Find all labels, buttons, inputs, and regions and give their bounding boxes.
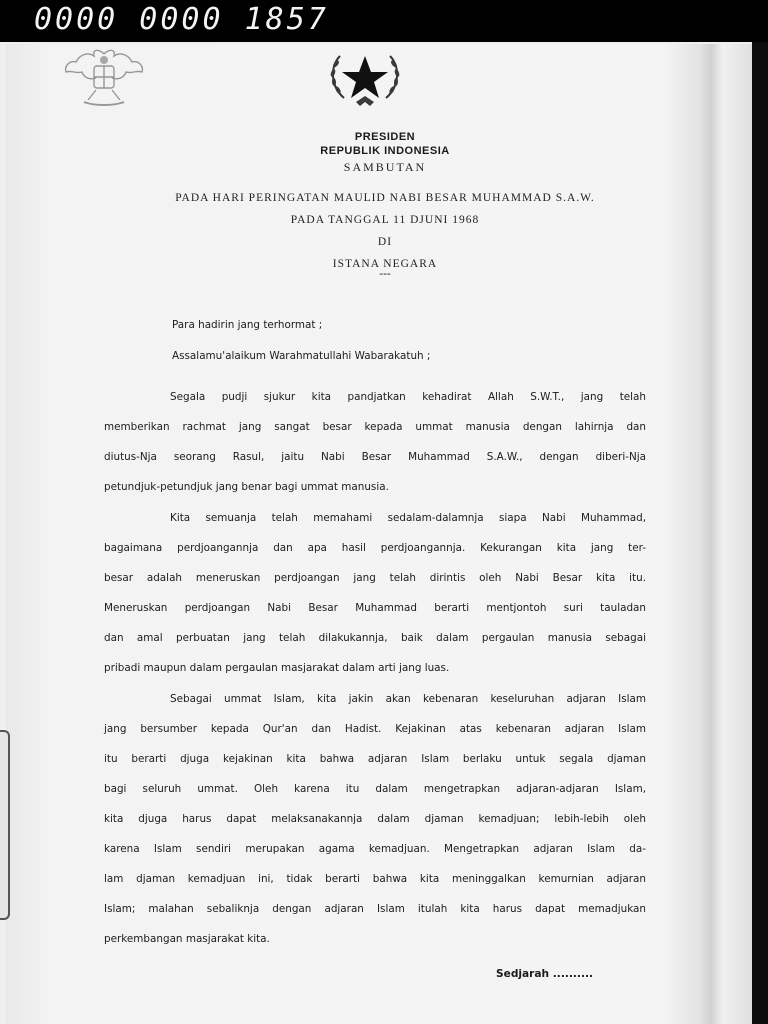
- scan-edge: [752, 42, 768, 1024]
- text-line: karena Islam sendiri merupakan agama kemadjuan. Mengetrapkan adjaran Islam da-: [104, 843, 646, 855]
- text-line: Islam; malahan sebaliknja dengan adjaran Islam itulah kita harus dapat memadjukan: [104, 903, 646, 915]
- film-strip-bar: [0, 0, 768, 46]
- text-line: pribadi maupun dalam pergaulan masjarakat dalam arti jang luas.: [104, 662, 450, 674]
- speech-body: [104, 310, 646, 954]
- text-line: perkembangan masjarakat kita.: [104, 933, 270, 945]
- text-line: Segala pudji sjukur kita pandjatkan kehadirat Allah S.W.T., jang telah: [170, 391, 646, 403]
- page-fold-shadow: [700, 44, 722, 1024]
- text-line: diutus-Nja seorang Rasul, jaitu Nabi Besar Muhammad S.A.W., dengan diberi-Nja: [104, 451, 646, 463]
- header-presiden: PRESIDEN: [354, 131, 416, 143]
- location-preposition: DI: [377, 236, 393, 248]
- location-line: ISTANA NEGARA: [332, 258, 438, 270]
- binder-tab: [0, 730, 10, 920]
- star-wreath-emblem-icon: [320, 42, 410, 108]
- occasion-line: PADA HARI PERINGATAN MAULID NABI BESAR MUHAMMAD S.A.W.: [175, 192, 595, 204]
- text-line: kita djuga harus dapat melaksanakannja dalam djaman kemadjuan; lebih-lebih oleh: [104, 813, 646, 825]
- continuation-catchword: Sedjarah ..........: [496, 968, 594, 980]
- text-line: Kita semuanja telah memahami sedalam-dalamnja siapa Nabi Muhammad,: [170, 512, 646, 524]
- paragraph-3: [104, 684, 646, 954]
- text-line: memberikan rachmat jang sangat besar kepada ummat manusia dengan lahirnja dan: [104, 421, 646, 433]
- film-frame-number: 0000 0000 1857: [34, 2, 329, 37]
- text-line: jang bersumber kepada Qur'an dan Hadist. Kejakinan atas kebenaran adjaran Islam: [104, 723, 646, 735]
- text-line: besar adalah meneruskan perdjoangan jang telah dirintis oleh Nabi Besar kita itu.: [104, 572, 646, 584]
- text-line: Sebagai ummat Islam, kita jakin akan kebenaran keseluruhan adjaran Islam: [170, 693, 646, 705]
- salutation-line: Para hadirin jang terhormat ;: [172, 319, 323, 331]
- text-line: petundjuk-petundjuk jang benar bagi ummat manusia.: [104, 481, 389, 493]
- garuda-emblem-icon: [58, 44, 150, 112]
- text-line: bagaimana perdjoangannja dan apa hasil perdjoangannja. Kekurangan kita jang ter-: [104, 542, 646, 554]
- text-line: itu berarti djuga kejakinan kita bahwa adjaran Islam berlaku untuk segala djaman: [104, 753, 646, 765]
- document-title: SAMBUTAN: [343, 160, 427, 174]
- text-line: lam djaman kemadjuan ini, tidak berarti bahwa kita meninggalkan kemurnian adjaran: [104, 873, 646, 885]
- document-header: [150, 130, 620, 280]
- paragraph-2: [104, 503, 646, 683]
- header-republik: REPUBLIK INDONESIA: [320, 145, 450, 157]
- text-line: dan amal perbuatan jang telah dilakukannja, baik dalam pergaulan manusia sebagai: [104, 632, 646, 644]
- salutation-line: Assalamu'alaikum Warahmatullahi Wabarakatuh ;: [172, 350, 431, 362]
- header-separator: ---: [379, 268, 391, 280]
- text-line: bagi seluruh ummat. Oleh karena itu dalam mengetrapkan adjaran-adjaran Islam,: [104, 783, 646, 795]
- paragraph-1: [104, 382, 646, 502]
- text-line: Meneruskan perdjoangan Nabi Besar Muhammad berarti mentjontoh suri tauladan: [104, 602, 646, 614]
- date-line: PADA TANGGAL 11 DJUNI 1968: [290, 214, 480, 226]
